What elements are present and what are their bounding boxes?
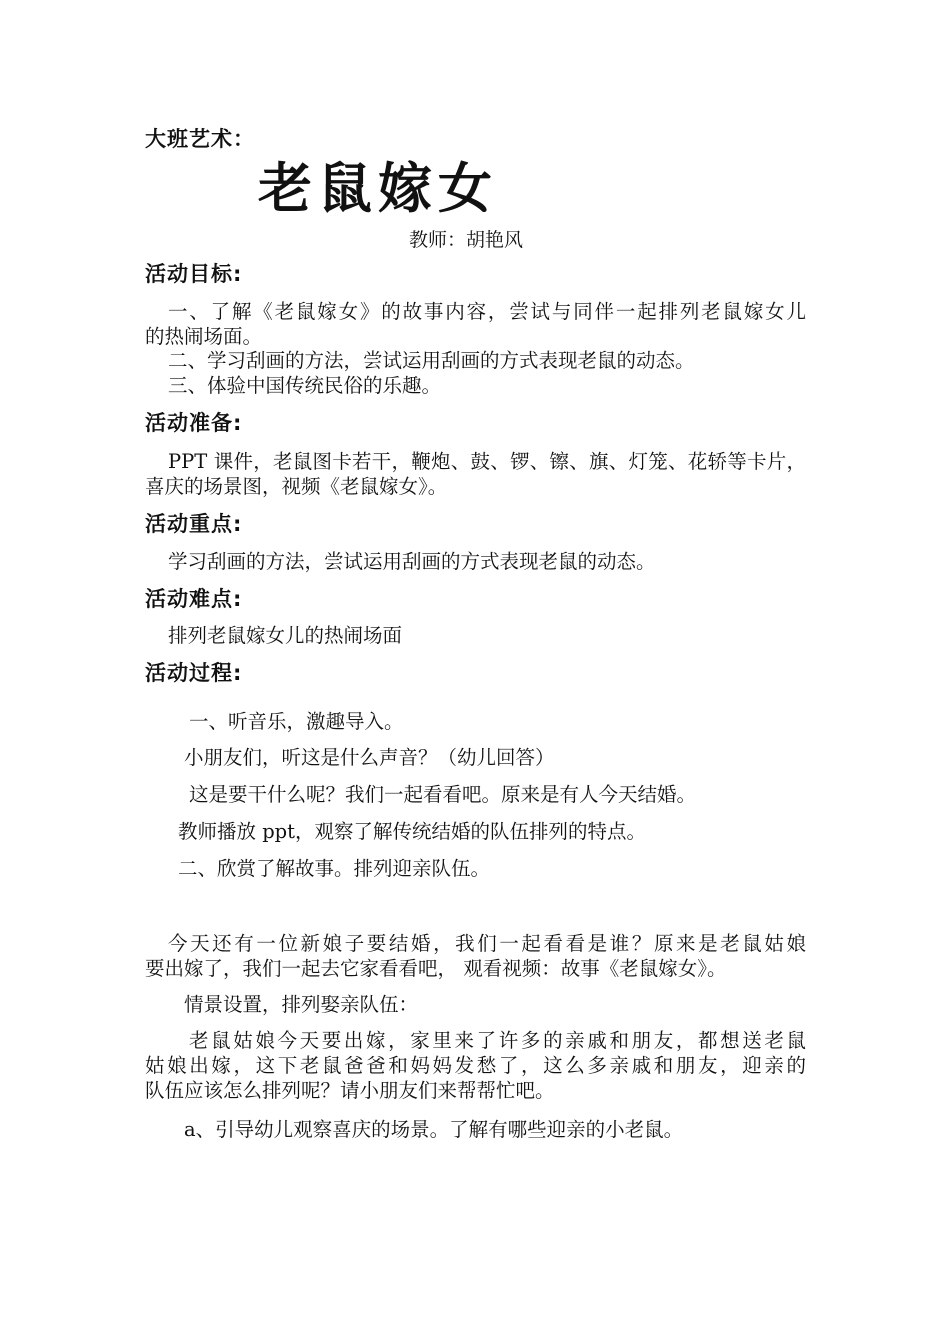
process-para-8-line-2: 姑娘出嫁，这下老鼠爸爸和妈妈发愁了，这么多亲戚和朋友，迎亲的 (145, 1054, 806, 1077)
difficulty-line: 排列老鼠嫁女儿的热闹场面 (168, 624, 403, 647)
process-step-1: 一、听音乐，激趣导入。 (189, 710, 404, 733)
goals-item-2: 二、学习刮画的方法，尝试运用刮画的方式表现老鼠的动态。 (168, 349, 695, 372)
goals-heading: 活动目标: (145, 262, 243, 286)
goals-item-1-line-1: 一、了解《老鼠嫁女》的故事内容，尝试与同伴一起排列老鼠嫁女儿 (168, 300, 806, 323)
teacher-line: 教师：胡艳风 (409, 229, 524, 251)
course-label: 大班艺术： (145, 127, 255, 151)
page-title: 老鼠嫁女 (258, 156, 498, 220)
process-heading: 活动过程: (145, 661, 243, 685)
process-item-a: a、引导幼儿观察喜庆的场景。了解有哪些迎亲的小老鼠。 (184, 1118, 684, 1141)
process-para-6-line-1: 今天还有一位新娘子要结婚，我们一起看看是谁？原来是老鼠姑娘 (168, 932, 806, 955)
process-line-3: 这是要干什么呢？我们一起看看吧。原来是有人今天结婚。 (189, 783, 697, 806)
process-line-2: 小朋友们，听这是什么声音？（幼儿回答） (184, 746, 555, 769)
process-step-2: 二、欣赏了解故事。排列迎亲队伍。 (178, 857, 491, 880)
process-para-8-line-3: 队伍应该怎么排列呢？请小朋友们来帮帮忙吧。 (145, 1079, 555, 1102)
process-para-6-line-2: 要出嫁了，我们一起去它家看看吧， 观看视频：故事《老鼠嫁女》。 (145, 957, 727, 980)
process-scene-setup: 情景设置，排列娶亲队伍： (184, 993, 419, 1016)
key-heading: 活动重点: (145, 512, 243, 536)
key-line: 学习刮画的方法，尝试运用刮画的方式表现老鼠的动态。 (168, 550, 656, 573)
process-para-8-line-1: 老鼠姑娘今天要出嫁，家里来了许多的亲戚和朋友，都想送老鼠 (189, 1029, 806, 1052)
prep-line-2: 喜庆的场景图，视频《老鼠嫁女》。 (145, 475, 448, 498)
goals-item-1-line-2: 的热闹场面。 (145, 325, 263, 348)
difficulty-heading: 活动难点: (145, 587, 243, 611)
process-line-4: 教师播放 ppt，观察了解传统结婚的队伍排列的特点。 (178, 820, 647, 843)
goals-item-3: 三、体验中国传统民俗的乐趣。 (168, 374, 442, 397)
prep-heading: 活动准备: (145, 411, 243, 435)
prep-line-1: PPT 课件，老鼠图卡若干，鞭炮、鼓、锣、镲、旗、灯笼、花轿等卡片， (168, 450, 806, 473)
